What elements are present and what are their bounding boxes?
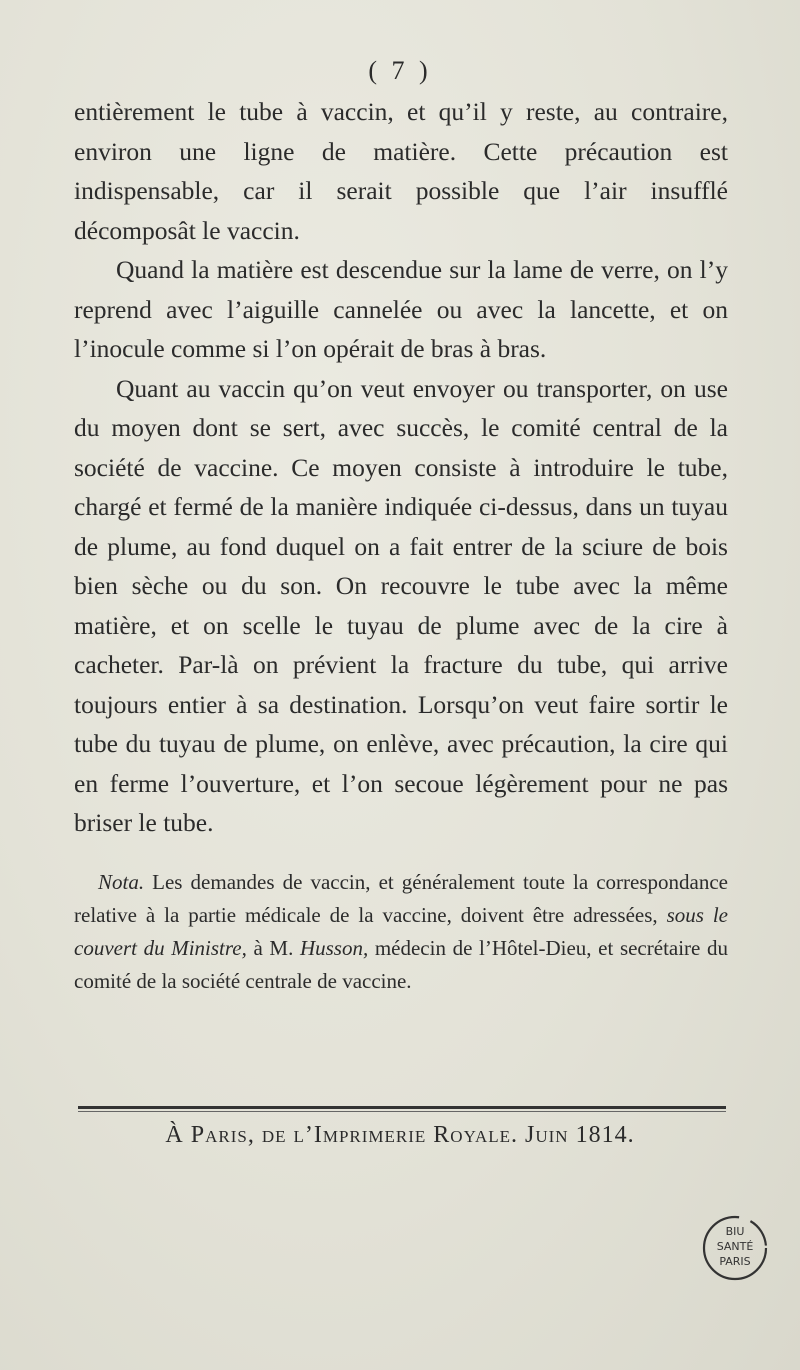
nota-italic-2: Husson, (299, 936, 369, 960)
nota-text-1: Les demandes de vaccin, et généralement toute la correspondance relative à la partie médicale de la vaccine, doivent être adressées, (74, 870, 728, 927)
imprint-line: À Paris, de l’Imprimerie Royale. Juin 1814. (165, 1122, 635, 1148)
paragraph-2: Quand la matière est descendue sur la lame de verre, on l’y reprend avec l’aiguille cannelée ou avec la lancette, et on l’inocule comme si l’on opérait de bras à bras. (74, 255, 728, 363)
nota-italic-1: sous le couvert du Ministre, (74, 903, 729, 960)
nota-label: Nota. (98, 870, 145, 894)
nota-text-3: médecin de l’Hôtel-Dieu, et secrétaire du comité de la société centrale de vaccine. (74, 936, 728, 993)
separator-rule (78, 1106, 726, 1109)
stamp-line-2: SANTÉ (716, 1240, 754, 1253)
paragraph-3: Quant au vaccin qu’on veut envoyer ou transporter, on use du moyen dont se sert, avec succès, le comité central de la société de vaccine. Ce moyen consiste à introduire le tube, chargé et fermé de la manière indiquée ci-dessus, dans un tuyau de plume, au fond duquel on a fait entrer de la sciure de bois bien sèche ou du son. On recouvre le tube avec la même matière, et on scelle le tuyau de plume avec de la cire à cacheter. Par-là on prévient la fracture du tube, qui arrive toujours entier à sa destination. Lorsqu’on veut faire sortir le tube du tuyau de plume, on enlève, avec précaution, la cire qui en ferme l’ouverture, et l’on secoue légèrement pour ne pas briser le tube. (74, 373, 728, 837)
paragraph-1: entièrement le tube à vaccin, et qu’il y reste, au contraire, environ une ligne de matière. Cette précaution est indispensable, car il serait possible que l’air insufflé décomposât le vaccin. (74, 97, 728, 245)
page-number: ( 7 ) (368, 56, 432, 85)
nota-text-2: à M. (246, 936, 300, 960)
nota-paragraph (74, 866, 728, 998)
main-text (74, 92, 728, 843)
library-stamp (700, 1213, 770, 1283)
stamp-line-1: BIU (725, 1225, 745, 1238)
stamp-line-3: PARIS (719, 1255, 751, 1268)
